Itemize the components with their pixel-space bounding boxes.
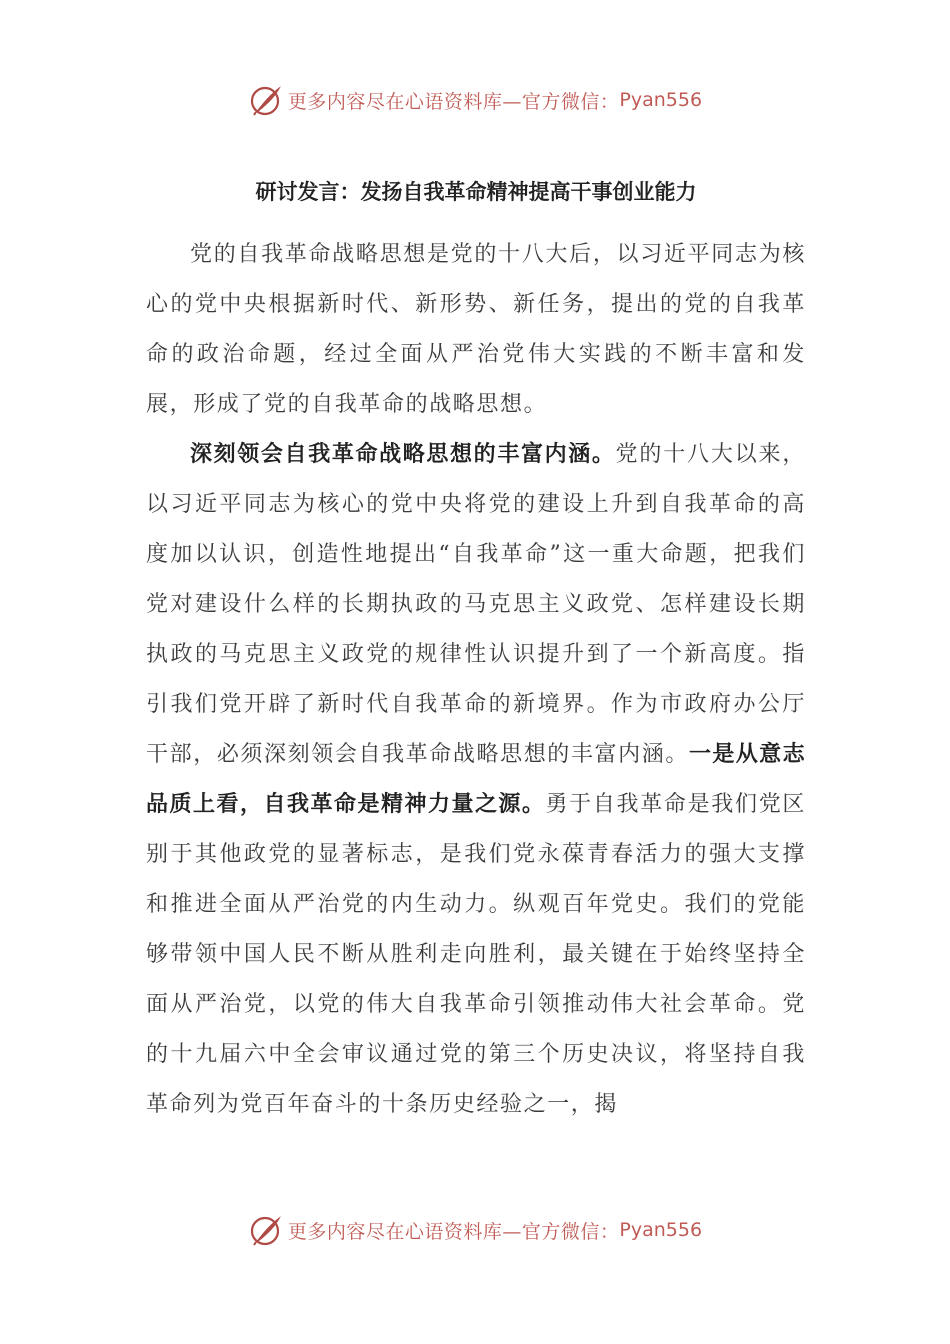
document-body <box>146 168 806 1130</box>
quill-pen-icon <box>248 82 284 118</box>
paragraph-intro <box>146 230 806 430</box>
paragraph-intro-text: 党的自我革命战略思想是党的十八大后，以习近平同志为核心的党中央根据新时代、新形势、新任务，提出的党的自我革命的政治命题，经过全面从严治党伟大实践的不断丰富和发展，形成了党的自我革命的战略思想。 <box>146 242 806 417</box>
banner-text: 更多内容尽在心语资料库—官方微信： <box>287 90 620 113</box>
footer-banner <box>0 1208 950 1252</box>
paragraph-main <box>146 430 806 1130</box>
banner-wechat-id: Pyan556 <box>619 89 703 111</box>
document-title: 研讨发言：发扬自我革命精神提高干事创业能力 <box>255 180 697 204</box>
paragraph-main-text-b: 勇于自我革命是我们党区别于其他政党的显著标志，是我们党永葆青春活力的强大支撑和推进全面从严治党的内生动力。纵观百年党史。我们的党能够带领中国人民不断从胜利走向胜利，最关键在于始终坚持全面从严治党，以党的伟大自我革命引领推动伟大社会革命。党的十九届六中全会审议通过党的第三个历史决议，将坚持自我革命列为党百年奋斗的十条历史经验之一，揭 <box>146 792 806 1117</box>
section-heading: 深刻领会自我革命战略思想的丰富内涵。 <box>190 442 616 467</box>
banner-text: 更多内容尽在心语资料库—官方微信： <box>287 1220 620 1243</box>
point-heading: 一是从意志品质上看，自我革命是精神力量之源。 <box>146 742 806 817</box>
header-banner <box>0 78 950 122</box>
quill-pen-icon <box>248 1212 284 1248</box>
banner-wechat-id: Pyan556 <box>619 1219 703 1241</box>
paragraph-main-text-a: 党的十八大以来，以习近平同志为核心的党中央将党的建设上升到自我革命的高度加以认识，创造性地提出“自我革命”这一重大命题，把我们党对建设什么样的长期执政的马克思主义政党、怎样建设长期执政的马克思主义政党的规律性认识提升到了一个新高度。指引我们党开辟了新时代自我革命的新境界。作为市政府办公厅干部，必须深刻领会自我革命战略思想的丰富内涵。 <box>146 442 806 767</box>
